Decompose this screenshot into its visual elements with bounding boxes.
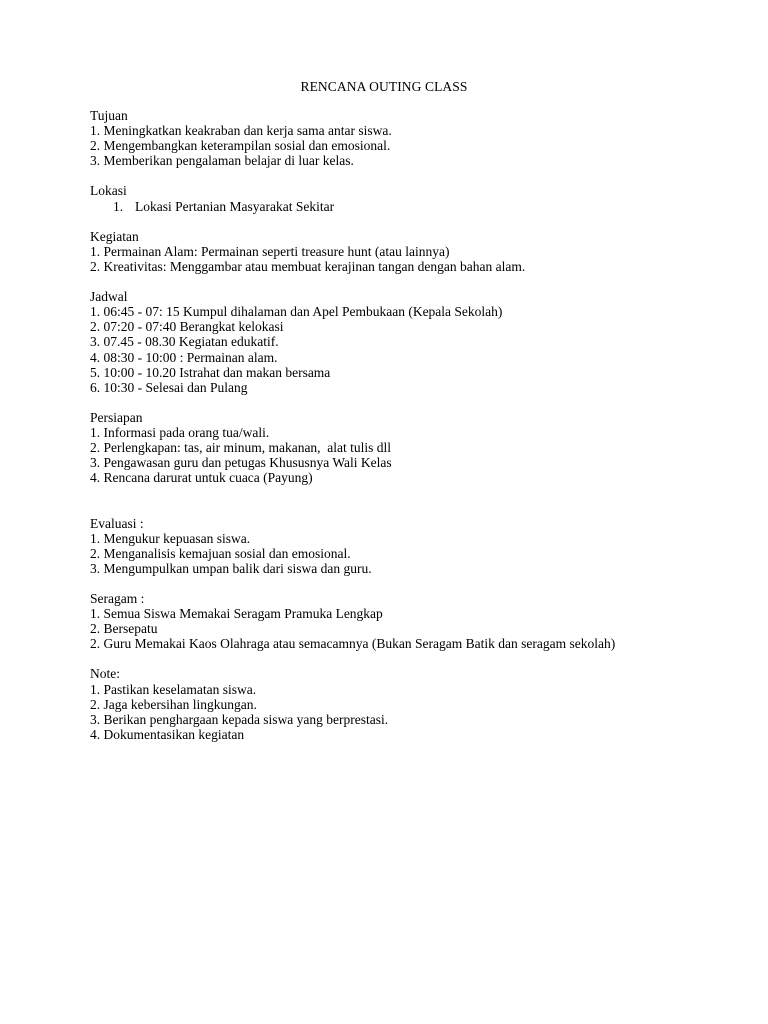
document-title: RENCANA OUTING CLASS: [300, 79, 468, 94]
section-lokasi: [90, 183, 730, 213]
document-body: [90, 108, 730, 757]
list-item: 6. 10:30 - Selesai dan Pulang: [90, 379, 248, 395]
list-item: 1. Meningkatkan keakraban dan kerja sama antar siswa.: [90, 123, 392, 139]
list-item: 3. Pengawasan guru dan petugas Khususnya Wali Kelas: [90, 455, 392, 471]
section-heading: Note:: [90, 666, 120, 682]
list-item: 1. Informasi pada orang tua/wali.: [90, 424, 270, 440]
list-item: 3. Memberikan pengalaman belajar di luar kelas.: [90, 153, 354, 169]
list-item: 3. 07.45 - 08.30 Kegiatan edukatif.: [90, 334, 279, 350]
section-kegiatan: [90, 229, 730, 274]
list-item: 1. Permainan Alam: Permainan seperti treasure hunt (atau lainnya): [90, 243, 450, 259]
list-item: 1. 06:45 - 07: 15 Kumpul dihalaman dan Apel Pembukaan (Kepala Sekolah): [90, 304, 503, 320]
section-seragam: [90, 591, 730, 651]
list-item: 3. Mengumpulkan umpan balik dari siswa dan guru.: [90, 560, 372, 576]
list-item: 5. 10:00 - 10.20 Istrahat dan makan bersama: [90, 364, 331, 380]
list-item: 2. Jaga kebersihan lingkungan.: [90, 696, 257, 712]
list-number: 1.: [113, 198, 124, 214]
list-item: 1. Semua Siswa Memakai Seragam Pramuka Lengkap: [90, 606, 383, 622]
list-item: 2. Mengembangkan keterampilan sosial dan emosional.: [90, 138, 391, 154]
list-item: 1. Pastikan keselamatan siswa.: [90, 681, 257, 697]
list-item: 4. Dokumentasikan kegiatan: [90, 726, 245, 742]
list-item: 4. 08:30 - 10:00 : Permainan alam.: [90, 349, 278, 365]
list-text: Lokasi Pertanian Masyarakat Sekitar: [135, 198, 335, 214]
section-persiapan: [90, 410, 730, 485]
list-item: 1. Mengukur kepuasan siswa.: [90, 530, 251, 546]
section-heading: Jadwal: [90, 289, 128, 305]
section-heading: Persiapan: [90, 409, 143, 425]
list-item: [90, 199, 730, 214]
section-heading: Evaluasi :: [90, 515, 144, 531]
section-heading: Kegiatan: [90, 228, 139, 244]
list-item: 2. Guru Memakai Kaos Olahraga atau semacamnya (Bukan Seragam Batik dan seragam sekolah): [90, 636, 616, 652]
list-item: 4. Rencana darurat untuk cuaca (Payung): [90, 470, 313, 486]
list-item: 2. 07:20 - 07:40 Berangkat kelokasi: [90, 319, 284, 335]
section-tujuan: [90, 108, 730, 168]
section-heading: Seragam :: [90, 591, 145, 606]
section-evaluasi: [90, 516, 730, 576]
list-item: 2. Perlengkapan: tas, air minum, makanan, alat tulis dll: [90, 440, 392, 456]
list-item: 2. Menganalisis kemajuan sosial dan emosional.: [90, 545, 351, 561]
section-heading: Lokasi: [90, 183, 127, 199]
list-item: 3. Berikan penghargaan kepada siswa yang berprestasi.: [90, 711, 389, 727]
section-note: [90, 666, 730, 741]
list-item: 2. Kreativitas: Menggambar atau membuat kerajinan tangan dengan bahan alam.: [90, 258, 526, 274]
list-item: 2. Bersepatu: [90, 621, 158, 637]
section-jadwal: [90, 289, 730, 395]
section-heading: Tujuan: [90, 108, 128, 123]
